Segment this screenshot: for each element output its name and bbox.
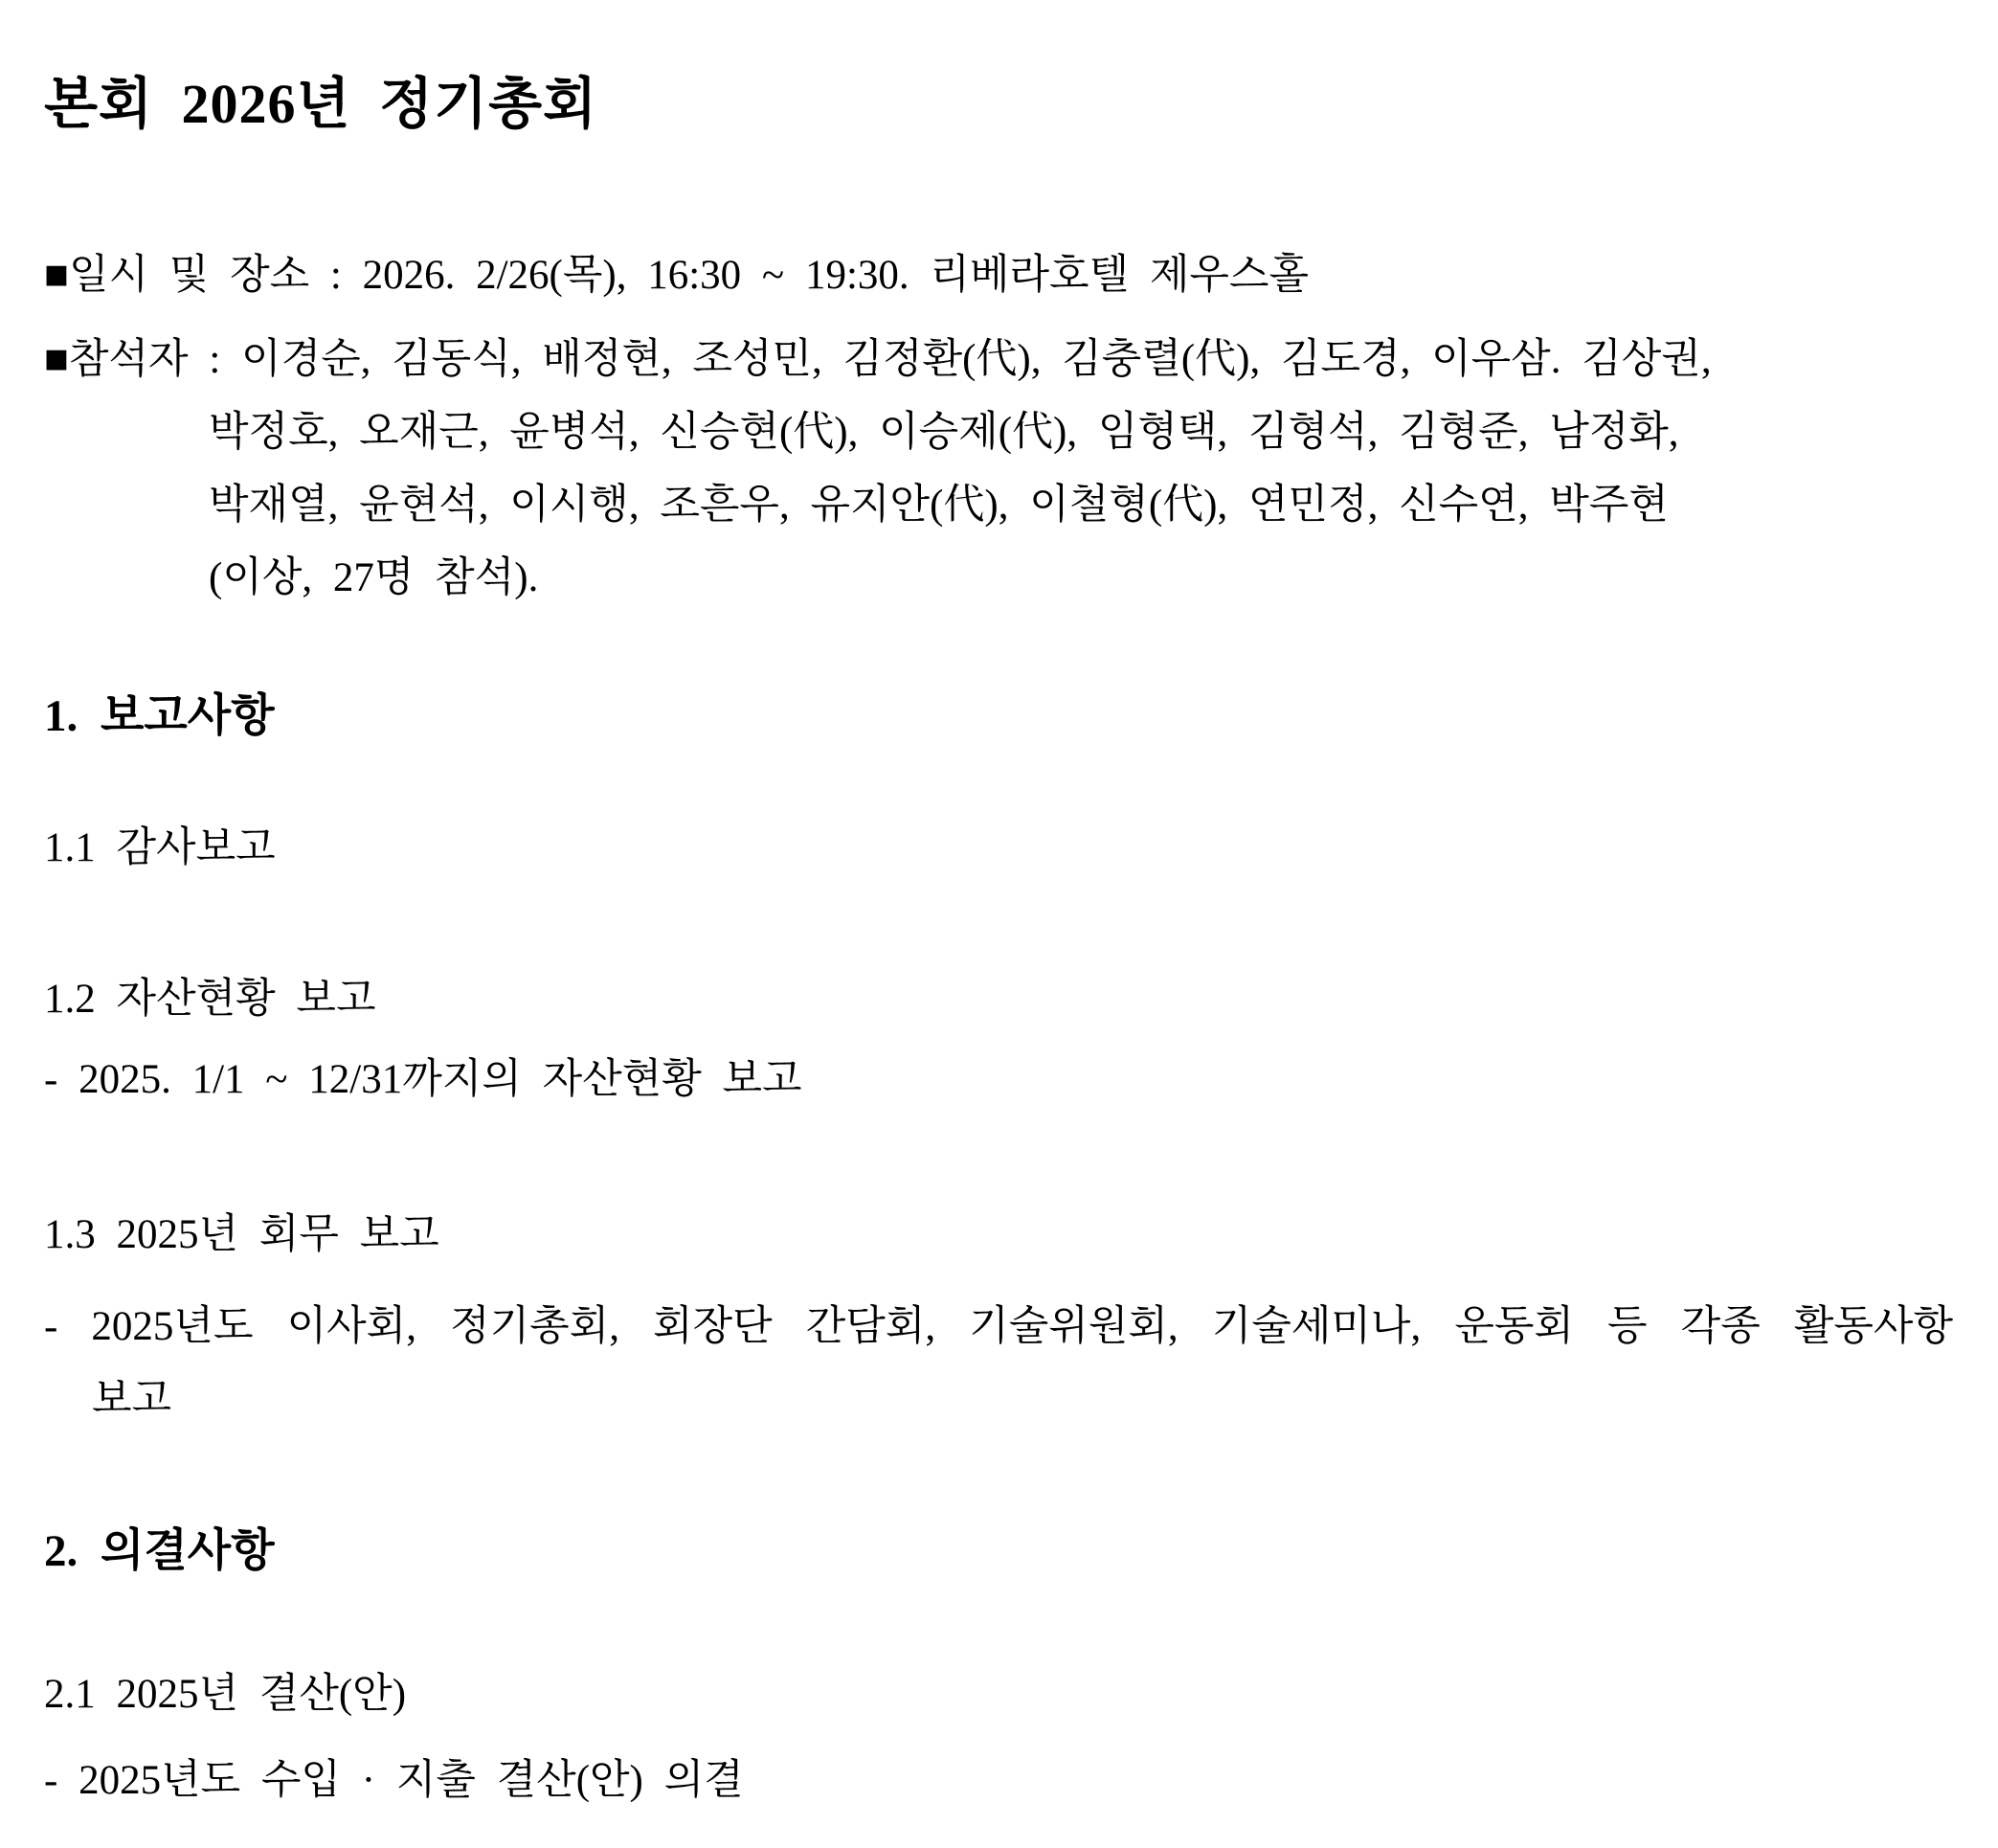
document-title: 본회 2026년 정기총회: [44, 73, 598, 135]
section-1-heading: 1. 보고사항: [44, 691, 275, 741]
item-2-1-title: 2.1 2025년 결산(안): [44, 1672, 407, 1717]
attendees-line-1: ■참석자 : 이경순, 김동식, 배정현, 조성민, 김정환(代), 김충렬(代), 김도경, 이우삼. 김상권,: [44, 337, 1712, 382]
section-2-heading: 2. 의결사항: [44, 1526, 275, 1576]
item-1-1-title: 1.1 감사보고: [44, 825, 276, 870]
item-1-3-detail-line-2: 보고: [92, 1377, 172, 1422]
item-2-1-detail: - 2025년도 수입 · 지출 결산(안) 의결: [44, 1758, 744, 1803]
item-1-3-title: 1.3 2025년 회무 보고: [44, 1212, 439, 1257]
item-1-2-detail: - 2025. 1/1 ~ 12/31까지의 자산현황 보고: [44, 1057, 802, 1102]
meeting-datetime-place: ■일시 및 장소 : 2026. 2/26(목), 16:30 ~ 19:30. 리베라호텔 제우스홀: [44, 253, 1309, 298]
item-1-2-title: 1.2 자산현황 보고: [44, 977, 376, 1022]
attendees-line-3: 박재열, 윤현석, 이시행, 조흔우, 유지안(代), 이철형(代), 연민정, 신수연, 박주현: [209, 483, 1669, 528]
attendees-line-2: 박정호, 오재근, 윤병석, 신승현(代), 이승제(代), 임형택, 김형석, 김형준, 남정화,: [209, 410, 1679, 455]
attendees-line-4: (이상, 27명 참석).: [209, 555, 539, 600]
item-1-3-detail-line-1: - 2025년도 이사회, 정기총회, 회장단 간담회, 기술위원회, 기술세미나, 운동회 등 각종 활동사항: [44, 1304, 1953, 1349]
attendees-block: [44, 324, 1953, 615]
